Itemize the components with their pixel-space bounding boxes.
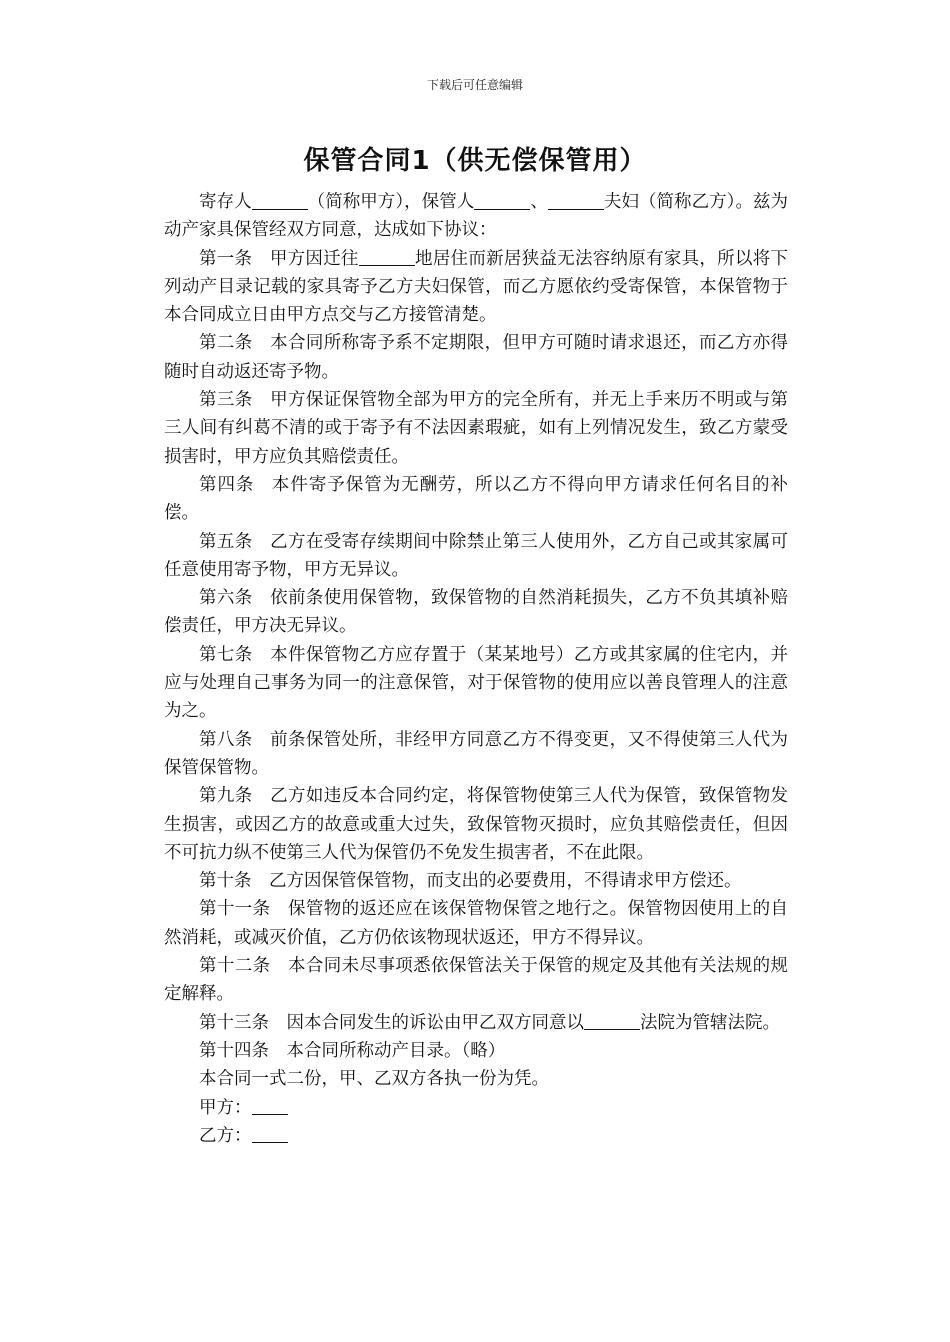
article-3	[164, 386, 788, 471]
article-4	[164, 471, 788, 528]
article-13	[164, 1009, 788, 1037]
article-text: 乙方如违反本合同约定，将保管物使第三人代为保管，致保管物发生损害，或因乙方的故意或重大过失，致保管物灭损时，应负其赔偿责任，但因不可抗力纵不使第三人代为保管仍不免发生损害者，不在此限。	[164, 786, 789, 863]
article-text: 依前条使用保管物，致保管物的自然消耗损失，乙方不负其填补赔偿责任，甲方决无异议。	[164, 588, 789, 637]
article-number: 第九条	[199, 786, 253, 807]
article-text: 本合同未尽事项悉依保管法关于保管的规定及其他有关法规的规定解释。	[164, 956, 788, 1005]
document-body	[164, 188, 788, 1150]
article-number: 第二条	[199, 333, 253, 354]
article-14	[164, 1037, 788, 1065]
preamble-text: 、	[530, 192, 548, 212]
article-number: 第六条	[199, 588, 253, 609]
custodian-blank-2	[548, 191, 604, 210]
article-text: 法院为管辖法院。	[640, 1012, 780, 1033]
article-number: 第三条	[199, 390, 253, 411]
preamble-paragraph	[164, 188, 788, 245]
custodian-blank-1	[474, 191, 530, 210]
article-number: 第五条	[199, 531, 253, 552]
party-b-label: 乙方：	[199, 1125, 252, 1146]
destination-blank	[359, 248, 415, 267]
preamble-text: （简称甲方），保管人	[307, 192, 475, 212]
article-text: 本合同所称动产目录。（略）	[286, 1040, 506, 1061]
party-b-signature	[164, 1122, 788, 1150]
article-6	[164, 584, 788, 641]
article-number: 第十一条	[199, 899, 271, 920]
article-text: 甲方因迁往	[269, 248, 359, 269]
header-note: 下载后可任意编辑	[426, 78, 523, 92]
article-text: 保管物的返还应在该保管物保管之地行之。保管物因使用上的自然消耗，或减灭价值，乙方仍依该物现状返还，甲方不得异议。	[164, 899, 788, 948]
article-9	[164, 782, 788, 867]
article-text: 乙方因保管保管物，而支出的必要费用，不得请求甲方偿还。	[269, 871, 742, 892]
article-text: 甲方保证保管物全部为甲方的完全所有，并无上手来历不明或与第三人间有纠葛不清的或于寄予有不法因素瑕疵，如有上列情况发生，致乙方蒙受损害时，甲方应负其赔偿责任。	[164, 390, 789, 467]
article-text: 乙方在受寄存续期间中除禁止第三人使用外，乙方自己或其家属可任意使用寄予物，甲方无异议。	[164, 531, 789, 580]
article-2	[164, 329, 788, 386]
article-text: 因本合同发生的诉讼由甲乙双方同意以	[286, 1012, 584, 1033]
article-number: 第七条	[199, 644, 253, 665]
article-7	[164, 641, 788, 726]
document-title: 保管合同1（供无偿保管用）	[303, 146, 647, 176]
article-number: 第十三条	[199, 1012, 269, 1033]
article-text: 本件保管物乙方应存置于（某某地号）乙方或其家属的住宅内，并应与处理自己事务为同一的注意保管，对于保管物的使用应以善良管理人的注意为之。	[164, 644, 789, 722]
closing-statement: 本合同一式二份，甲、乙双方各执一份为凭。	[199, 1069, 549, 1090]
article-number: 第四条	[199, 474, 255, 495]
party-a-signature	[164, 1094, 788, 1122]
article-text: 地居住而新居狭益无法容纳原有家具，所以将下列动产目录记载的家具寄予乙方夫妇保管，而乙方愿依约受寄保管，本保管物于本合同成立日由甲方点交与乙方接管清楚。	[164, 248, 789, 326]
article-text: 本合同所称寄予系不定期限，但甲方可随时请求退还，而乙方亦得随时自动返还寄予物。	[164, 333, 789, 382]
party-a-signature-blank	[252, 1097, 289, 1116]
depositor-blank	[252, 191, 308, 210]
article-number: 第八条	[199, 729, 253, 750]
article-number: 第十条	[199, 871, 252, 892]
party-b-signature-blank	[252, 1125, 289, 1144]
article-number: 第十四条	[199, 1040, 269, 1061]
preamble-text: 夫妇（简称乙方）。兹为动产家具保管经双方同意，达成如下协议：	[164, 192, 789, 241]
party-a-label: 甲方：	[199, 1097, 252, 1118]
article-text: 本件寄予保管为无酬劳，所以乙方不得向甲方请求任何名目的补偿。	[164, 474, 789, 524]
court-blank	[584, 1012, 640, 1031]
article-number: 第一条	[199, 248, 253, 269]
article-8	[164, 726, 788, 783]
article-1	[164, 245, 788, 330]
article-text: 前条保管处所，非经甲方同意乙方不得变更，又不得使第三人代为保管保管物。	[164, 729, 789, 778]
article-5	[164, 528, 788, 585]
preamble-text: 寄存人	[199, 192, 252, 212]
article-11	[164, 895, 788, 952]
article-10	[164, 867, 788, 895]
article-12	[164, 952, 788, 1009]
article-number: 第十二条	[199, 956, 271, 977]
